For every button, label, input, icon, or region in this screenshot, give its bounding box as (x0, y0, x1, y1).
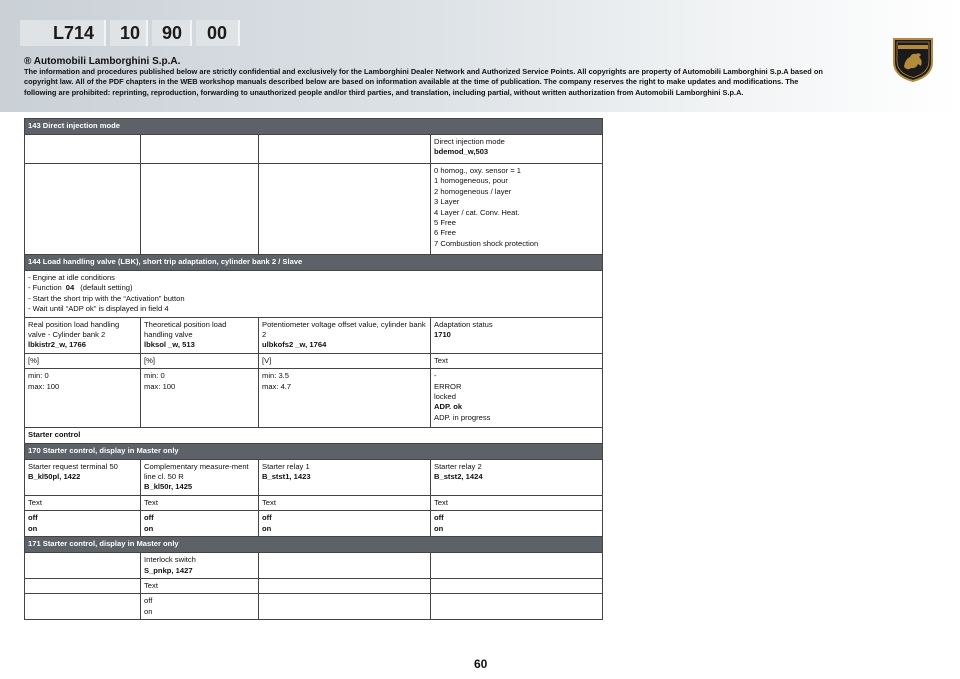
table-row (25, 135, 603, 164)
field-name: Direct injection mode (434, 137, 505, 146)
field-code: B_kl50pl, 1422 (28, 472, 81, 482)
range-max: max: 100 (28, 381, 60, 391)
instruction-item (28, 283, 599, 293)
value-off: off (434, 513, 444, 523)
field-code: S_pnkp, 1427 (144, 565, 193, 575)
instruction-row (25, 271, 603, 318)
field-name: Real position load handling valve - Cylinder bank 2 (28, 319, 120, 340)
value-item: 7 Combustion shock protection (434, 238, 539, 248)
field-code: bdemod_w,503 (434, 147, 489, 157)
value-on: on (144, 523, 154, 533)
instruction-item: - Start the short trip with the “Activation” button (28, 293, 185, 303)
field-values (141, 594, 259, 620)
section-header-144 (25, 255, 603, 271)
field-name: Starter relay 1 (262, 461, 310, 471)
field-2-name (141, 317, 259, 353)
brand-title: ® Automobili Lamborghini S.p.A. (24, 56, 181, 67)
field-name: Starter request terminal 50 (28, 461, 118, 471)
field-3-name (259, 317, 431, 353)
field-name: Starter relay 2 (434, 461, 482, 471)
field-code: lbksol _w, 513 (144, 340, 195, 350)
field-3-range (259, 369, 431, 428)
value-item: 0 homog., oxy. sensor = 1 (434, 166, 522, 175)
field-name: Theoretical position load handling valve (144, 319, 227, 340)
value-item: 1 homogeneous, pour (434, 176, 508, 186)
field-2-name (141, 459, 259, 495)
units-row (25, 495, 603, 510)
field-3-name (259, 459, 431, 495)
field-unit: Text (431, 495, 603, 510)
value-off: off (144, 513, 154, 523)
field-values (141, 511, 259, 537)
instructions (25, 271, 603, 318)
field-unit: [%] (141, 353, 259, 368)
field-1-name (25, 459, 141, 495)
starter-heading-row (25, 428, 603, 443)
value-item: locked (434, 392, 456, 402)
range-min: min: 0 (28, 371, 49, 381)
value-item: ADP. in progress (434, 412, 491, 422)
range-min: min: 0 (144, 371, 165, 381)
value-item: - (434, 371, 437, 381)
value-on: on (434, 523, 444, 533)
copyright-disclaimer: The information and procedures published below are strictly confidential and exclusively for the Lamborghini Dealer Network and Authorized Service Points. All copyrights are property of Automobili Lamborghini S.p.A based on copyright law. All of the PDF chapters in the WEB workshop manuals described below are based on information available at the time of publication. The company reserves the right to make updates and modifications. The following are prohibited: reprinting, reproduction, forwarding to unauthorized people and/or third parties, and translation, including partial, without written authorization from Automobili Lamborghini S.p.A. (24, 67, 823, 97)
group-code: 10 (110, 20, 148, 46)
value-on: on (28, 523, 38, 533)
units-row (25, 578, 603, 593)
field-names-row (25, 459, 603, 495)
field-unit: [V] (259, 353, 431, 368)
field-names-row (25, 553, 603, 579)
field-2-range (141, 369, 259, 428)
field-code: B_stst1, 1423 (262, 472, 311, 482)
section-header-171 (25, 537, 603, 553)
field-name: Interlock switch (144, 555, 196, 565)
table-row (25, 164, 603, 255)
field-4-values (431, 369, 603, 428)
instruction-text: - Function (28, 283, 62, 293)
field-name: Potentiometer voltage offset value, cylinder bank 2 (262, 319, 426, 340)
field-unit: Text (431, 353, 603, 368)
value-off: off (28, 513, 38, 523)
value-item: 3 Layer (434, 197, 460, 207)
subgroup-code: 90 (152, 20, 192, 46)
value-item: ERROR (434, 381, 462, 391)
field-code: lbkistr2_w, 1766 (28, 340, 86, 350)
field-unit: Text (25, 495, 141, 510)
field-unit: Text (141, 578, 259, 593)
section-title: 143 Direct injection mode (25, 119, 603, 135)
starter-control-heading: Starter control (25, 428, 603, 443)
field-code: B_kl50r, 1425 (144, 482, 193, 492)
field-4-name (431, 135, 603, 164)
field-unit: [%] (25, 353, 141, 368)
field-4-name (431, 317, 603, 353)
field-code: 1710 (434, 330, 451, 340)
value-item: 4 Layer / cat. Conv. Heat. (434, 207, 520, 217)
instruction-item: - Wait until “ADP ok” is displayed in field 4 (28, 304, 169, 314)
value-item: 2 homogeneous / layer (434, 186, 512, 196)
measuring-blocks-table (24, 118, 603, 620)
function-number: 04 (65, 283, 75, 293)
value-item: 5 Free (434, 218, 456, 228)
instruction-item: - Engine at idle conditions (28, 273, 115, 282)
value-off: off (144, 596, 153, 606)
value-off: off (262, 513, 272, 523)
section-code: 00 (196, 20, 240, 46)
field-1-range (25, 369, 141, 428)
section-header-143 (25, 119, 603, 135)
field-code: B_stst2, 1424 (434, 472, 483, 482)
page-number: 60 (474, 657, 488, 671)
field-values (259, 511, 431, 537)
range-max: max: 4.7 (262, 381, 292, 391)
range-min: min: 3.5 (262, 371, 290, 381)
field-4-name (431, 459, 603, 495)
range-max: max: 100 (144, 381, 176, 391)
instruction-text: (default setting) (80, 283, 133, 293)
ranges-row (25, 369, 603, 428)
field-name: Adaptation status (434, 319, 493, 329)
field-4-values (431, 164, 603, 255)
model-code: L714 (20, 20, 106, 46)
section-header-170 (25, 443, 603, 459)
field-values (25, 511, 141, 537)
document-code (20, 20, 240, 46)
value-item: 6 Free (434, 228, 456, 238)
lamborghini-shield-logo (892, 36, 934, 82)
section-title: 171 Starter control, display in Master only (25, 537, 603, 553)
field-unit: Text (141, 495, 259, 510)
field-unit: Text (259, 495, 431, 510)
field-values (431, 511, 603, 537)
units-row (25, 353, 603, 368)
field-1-name (25, 317, 141, 353)
value-on: on (262, 523, 272, 533)
values-row (25, 511, 603, 537)
field-names-row (25, 317, 603, 353)
value-on: on (144, 606, 153, 616)
field-code: ulbkofs2 _w, 1764 (262, 340, 327, 350)
values-row (25, 594, 603, 620)
section-title: 144 Load handling valve (LBK), short trip adaptation, cylinder bank 2 / Slave (25, 255, 603, 271)
section-title: 170 Starter control, display in Master only (25, 443, 603, 459)
value-item: ADP. ok (434, 402, 463, 412)
field-name: Complementary measure-ment line cl. 50 R (144, 461, 249, 482)
field-2-name (141, 553, 259, 579)
